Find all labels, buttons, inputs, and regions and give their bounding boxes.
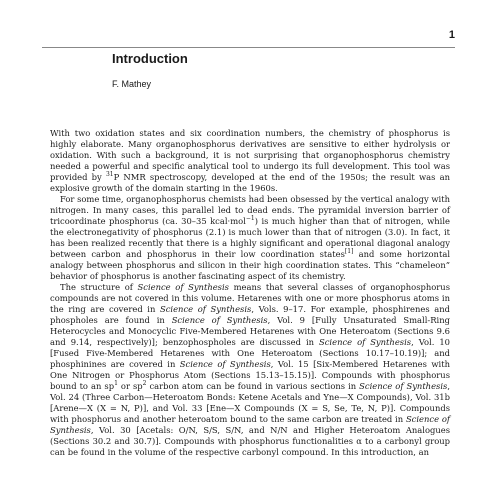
superscript: 1: [114, 380, 118, 388]
superscript: 2: [142, 380, 147, 388]
text-run: P NMR spectroscopy, developed at the end of the 1950s; the result was an explosive growth of the domain starting in the 1960s.: [50, 172, 450, 193]
chapter-title: Introduction: [112, 51, 188, 66]
text-run: With two oxidation states and six coordination numbers, the chemistry of phosphorus is highly elaborate. Many organophosphorus derivatives are sensitive to either hydrolysis or oxidation. With such a background, it is not surprising that organophosphorus chemistry needed a powerful and specific analytical tool to undergo its full development. This tool was provided by: [50, 128, 450, 182]
superscript: −1: [245, 215, 255, 223]
italic-text: Science of Synthesis: [50, 414, 450, 435]
text-run: and some horizontal analogy between phosphorus and silicon in their high coordination states. This “chameleon” behavior of phosphorus is another fascinating aspect of its chemistry.: [50, 249, 450, 281]
text-run: , Vol. 30 [Acetals: O/N, S/S, S/N, and N/N and Higher Heteroatom Analogues (Sections 30.2 and 30.7)]. Compounds with phosphorus functionalities α to a carbonyl group can be found in the volume of the respective carbonyl compound. In this introduction, an: [50, 425, 450, 457]
text-run: , Vol. 9 [Fully Unsaturated Small-Ring Heterocycles and Monocyclic Five-Membered Hetarenes with One Heteroatom (Sections 9.6 and 9.14, respectively)]; benzophospholes are discussed in: [50, 315, 450, 347]
text-run: or sp: [117, 381, 143, 391]
body-text: [50, 128, 450, 458]
italic-text: Science of Synthesis: [171, 315, 268, 325]
italic-text: Science of Synthesis: [137, 282, 229, 292]
paragraph: [50, 282, 450, 458]
text-run: , Vol. 10 [Fused Five-Membered Hetarenes with One Heteroatom (Sections 10.17–10.19)]; and phosphinines are covered in: [50, 337, 450, 369]
text-run: The structure of: [60, 282, 138, 292]
italic-text: Science of Synthesis: [359, 381, 448, 391]
text-run: For some time, organophosphorus chemists had been obsessed by the vertical analogy with nitrogen. In many cases, this parallel led to dead ends. The pyramidal inversion barrier of tricoordinate phosphorus (ca. 30–35 kcal·mol: [50, 194, 450, 226]
superscript: [1]: [344, 248, 354, 256]
text-run: , Vol. 24 (Three Carbon—Heteroatom Bonds: Ketene Acetals and Yne—X Compounds), Vol. 31b [Arene—X (X = N, P)], and Vol. 33 [Ene—X Compounds (X = S, Se, Te, N, P)]. Compounds with phosphorus and another heteroatom bound to the same carbon are treated in: [50, 381, 450, 424]
text-run: , Vols. 9–17. For example, phosphirenes and phospholes are found in: [50, 304, 450, 325]
author-name: F. Mathey: [112, 79, 152, 89]
text-run: , Vol. 15 [Six-Membered Hetarenes with One Nitrogen or Phosphorus Atom (Sections 15.13–15.15)]. Compounds with phosphorus bound to an sp: [50, 359, 450, 391]
italic-text: Science of Synthesis: [319, 337, 412, 347]
text-run: carbon atom can be found in various sections in: [146, 381, 360, 391]
paragraph: [50, 128, 450, 194]
text-run: ) is much higher than that of nitrogen, while the electronegativity of phosphorus (2.1) is much lower than that of nitrogen (3.0). In fact, it has been realized recently that there is a highly significant and operational diagonal analogy between carbon and phosphorus in their low coordination states: [50, 216, 450, 259]
text-run: means that several classes of organophosphorus compounds are not covered in this volume. Hetarenes with one or more phosphorus atoms in the ring are covered in: [50, 282, 450, 314]
superscript: 31: [105, 171, 114, 179]
page-number: 1: [448, 29, 455, 41]
header-rule: [42, 47, 455, 48]
paragraph: [50, 194, 450, 282]
italic-text: Science of Synthesis: [179, 359, 271, 369]
italic-text: Science of Synthesis: [159, 304, 252, 314]
